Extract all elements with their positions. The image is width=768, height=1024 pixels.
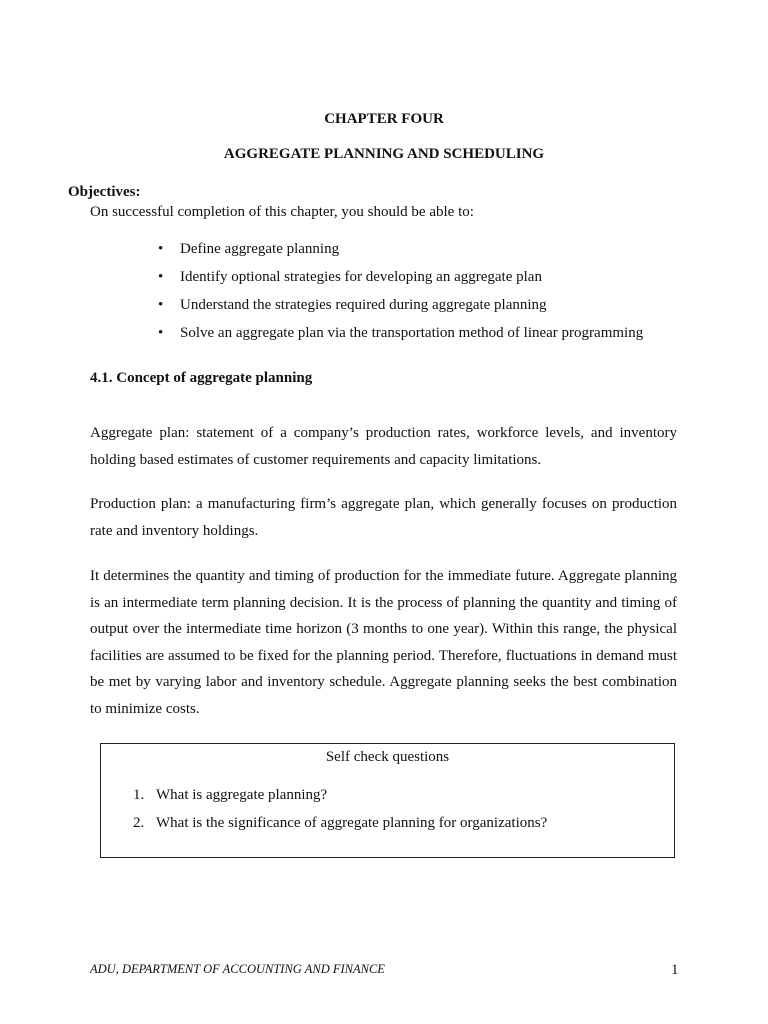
question-text: What is the significance of aggregate planning for organizations?	[156, 815, 548, 831]
question-number: 1.	[133, 787, 145, 803]
question-text: What is aggregate planning?	[156, 787, 328, 803]
objective-text: Solve an aggregate plan via the transportation method of linear programming	[180, 325, 644, 341]
bullet-icon: •	[158, 269, 164, 285]
self-check-questions	[133, 784, 547, 840]
paragraph-aggregate-plan: Aggregate plan: statement of a company’s production rates, workforce levels, and inventory holding based estimates of customer requirements and capacity limitations.	[90, 425, 677, 468]
chapter-label: CHAPTER FOUR	[324, 111, 444, 127]
section-heading: 4.1. Concept of aggregate planning	[90, 370, 313, 386]
question-item	[133, 812, 547, 840]
objective-item	[158, 238, 643, 266]
self-check-title: Self check questions	[325, 749, 450, 765]
chapter-title: AGGREGATE PLANNING AND SCHEDULING	[223, 146, 545, 162]
objective-text: Identify optional strategies for developing an aggregate plan	[180, 269, 542, 285]
objective-text: Understand the strategies required during aggregate planning	[180, 297, 547, 313]
objectives-heading: Objectives:	[68, 184, 141, 200]
bullet-icon: •	[158, 241, 164, 257]
footer-department: ADU, DEPARTMENT OF ACCOUNTING AND FINANCE	[90, 962, 385, 976]
self-check-box	[100, 743, 675, 858]
objectives-intro: On successful completion of this chapter, you should be able to:	[90, 204, 474, 220]
page-number: 1	[671, 962, 679, 978]
objective-item	[158, 322, 643, 350]
question-item	[133, 784, 547, 812]
objectives-list	[158, 238, 643, 350]
objective-item	[158, 266, 643, 294]
paragraph-production-plan: Production plan: a manufacturing firm’s aggregate plan, which generally focuses on production rate and inventory holdings.	[90, 496, 677, 539]
bullet-icon: •	[158, 325, 164, 341]
question-number: 2.	[133, 815, 145, 831]
objective-item	[158, 294, 643, 322]
paragraph-description: It determines the quantity and timing of production for the immediate future. Aggregate planning is an intermediate term planning decision. It is the process of planning the quantity and timing of output over the intermediate time horizon (3 months to one year). Within this range, the physical facilities are assumed to be fixed for the planning period. Therefore, fluctuations in demand must be met by varying labor and inventory schedule. Aggregate planning seeks the best combination to minimize costs.	[90, 568, 677, 717]
bullet-icon: •	[158, 297, 164, 313]
objective-text: Define aggregate planning	[180, 241, 340, 257]
